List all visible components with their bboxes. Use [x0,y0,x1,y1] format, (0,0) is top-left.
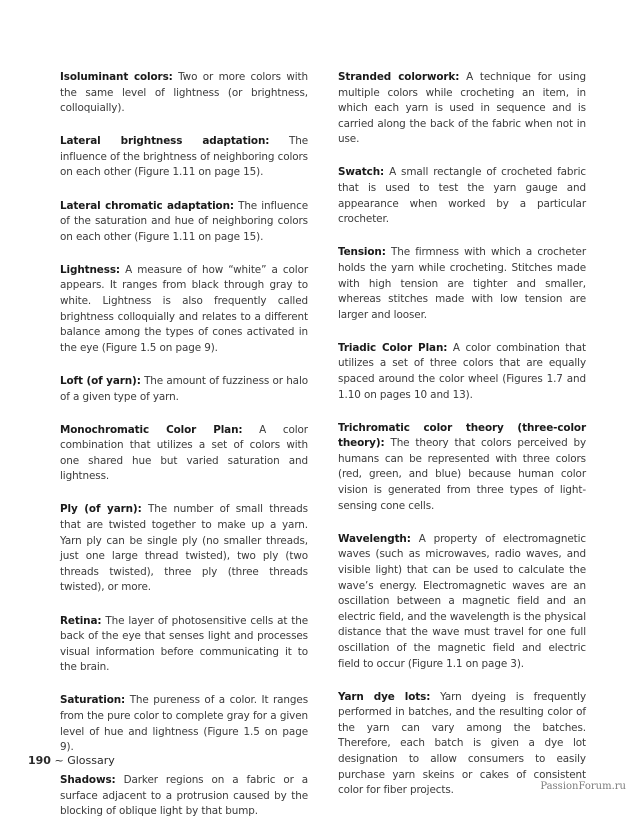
glossary-term: Tension: [338,246,386,259]
glossary-entry [338,532,586,672]
glossary-entry [60,502,308,596]
glossary-definition: A technique for using multiple colors while crocheting an item, in which each yarn is used in sequence and is carried along the back of the fabric when not in use. [338,71,586,146]
glossary-entry [60,134,308,181]
glossary-definition: The influence of the brightness of neighboring colors on each other (Figure 1.11 on page 15). [60,135,308,179]
glossary-definition: A property of electromagnetic waves (such as microwaves, radio waves, and visible light) that can be used to calculate the wave’s energy. Electromagnetic waves are an oscillation between a magnetic field and an electric field, and the wavelength is the physical distance that the wave must travel for one full oscillation of the magnetic field and electric field to occur (Figure 1.1 on page 3). [338,532,586,670]
glossary-term: Ply (of yarn): [60,503,142,516]
glossary-definition: A color combination that utilizes a set of colors with one shared hue but varied saturation and lightness. [60,423,308,483]
glossary-column-right [338,70,586,816]
glossary-definition: The influence of the saturation and hue of neighboring colors on each other (Figure 1.11 on page 15). [60,199,309,243]
glossary-entry [60,374,308,405]
page-footer [28,754,115,768]
glossary-term: Triadic Color Plan: [338,341,448,354]
glossary-term: Isoluminant colors: [60,71,173,83]
glossary-column-left [60,70,308,838]
glossary-definition: Two or more colors with the same level of lightness (or brightness, colloquially). [60,71,308,115]
glossary-entry [338,245,586,323]
glossary-term: Yarn dye lots: [338,690,431,703]
glossary-entry [60,70,308,117]
glossary-entry [60,693,308,755]
glossary-term: Wavelength: [338,532,411,545]
glossary-definition: The layer of photosensitive cells at the back of the eye that senses light and processes visual information before communicating it to the brain. [60,614,309,674]
glossary-entry [60,423,308,485]
glossary-definition: Yarn dyeing is frequently performed in batches, and the resulting color of the yarn can vary among the batches. Therefore, each batch is given a dye lot designation to allow consumers to easily purchase yarn skeins or cakes of consistent color for fiber projects. [338,690,587,797]
glossary-entry [60,199,308,246]
glossary-definition: The pureness of a color. It ranges from the pure color to complete gray for a given level of hue and lightness (Figure 1.5 on page 9). [60,694,309,754]
glossary-term: Lateral brightness adaptation: [60,135,270,148]
page-number: 190 [28,754,51,767]
watermark: PassionForum.ru [540,781,626,792]
glossary-definition: The number of small threads that are twisted together to make up a yarn. Yarn ply can be single ply (no smaller threads, just one large thread twisted), two ply (two threads twisted), three ply (three threads twisted), or more. [60,503,308,594]
glossary-entry [338,421,586,515]
glossary-term: Monochromatic Color Plan: [60,423,243,436]
glossary-definition: The theory that colors perceived by humans can be represented with three colors (red, green, and blue) because human color vision is generated from three types of light-sensing cone cells. [338,437,587,512]
glossary-definition: A measure of how “white” a color appears. It ranges from black through gray to white. Lightness is also frequently called brightness colloquially and relates to a different balance among the types of cones activated in the eye (Figure 1.5 on page 9). [60,263,308,354]
glossary-term: Swatch: [338,166,385,179]
glossary-term: Shadows: [60,774,116,787]
section-title: Glossary [67,754,115,767]
glossary-term: Lightness: [60,263,120,276]
glossary-term: Retina: [60,614,102,627]
glossary-definition: A small rectangle of crocheted fabric that is used to test the yarn gauge and appearance when worked by a particular crocheter. [338,166,586,226]
glossary-entry [338,70,586,148]
glossary-entry [60,614,308,676]
glossary-term: Lateral chromatic adaptation: [60,199,234,212]
glossary-term: Loft (of yarn): [60,374,141,387]
glossary-definition: The amount of fuzziness or halo of a given type of yarn. [60,374,308,403]
glossary-term: Stranded colorwork: [338,71,460,83]
glossary-definition: Darker regions on a fabric or a surface adjacent to a protrusion caused by the blocking of oblique light by that bump. [60,774,308,818]
glossary-definition: A color combination that utilizes a set of three colors that are equally spaced around the color wheel (Figures 1.7 and 1.10 on pages 10 and 13). [338,341,586,401]
glossary-term: Trichromatic color theory (three-color theory): [338,421,586,450]
footer-separator: ~ [54,754,64,767]
glossary-definition: The firmness with which a crocheter holds the yarn while crocheting. Stitches made with high tension are tighter and smaller, whereas stitches made with low tension are larger and looser. [338,246,587,321]
glossary-entry [338,165,586,227]
glossary-term: Saturation: [60,694,126,707]
glossary-entry [60,773,308,820]
glossary-entry [338,341,586,403]
glossary-entry [60,263,308,357]
